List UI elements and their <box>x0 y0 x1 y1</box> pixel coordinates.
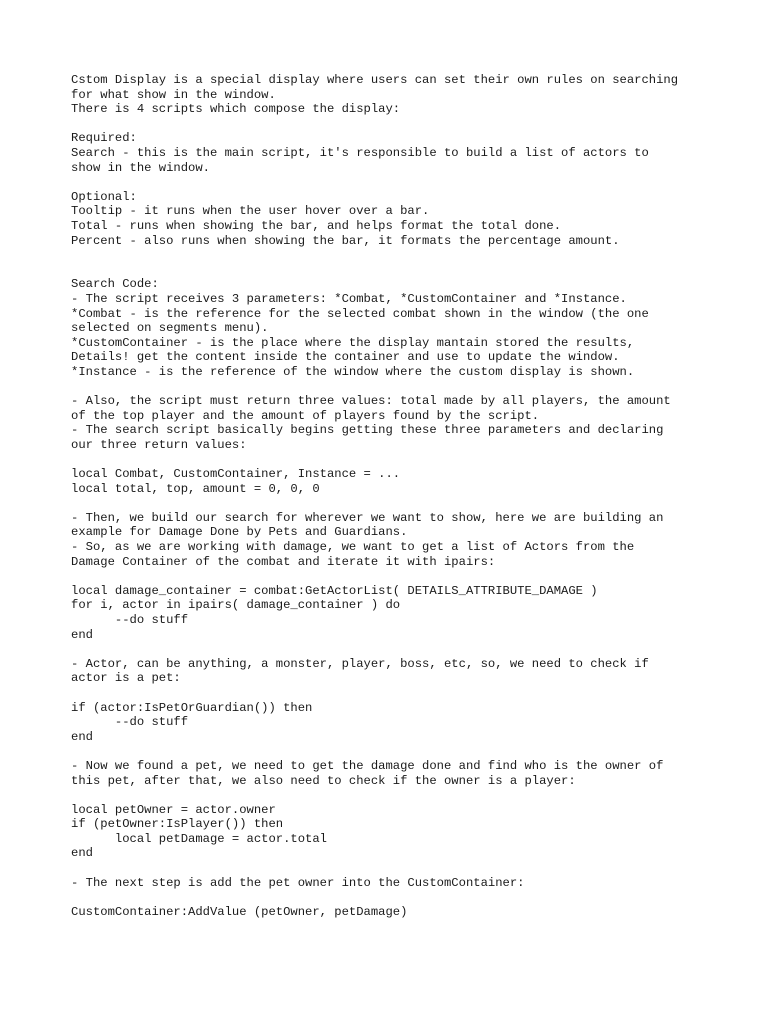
document-body-text: Cstom Display is a special display where users can set their own rules on searching for what show in the window. There is 4 scripts which compose the display: Required: Search - this is the main script, it's responsible to build a list of actors to show in the window. Optional: Tooltip - it runs when the user hover over a bar. Total - runs when showing the bar, and helps format the total done. Percent - also runs when showing the bar, it formats the percentage amount. Search Code: - The script receives 3 parameters: *Combat, *CustomContainer and *Instance. *Combat - is the reference for the selected combat shown in the window (the one selected on segments menu). *CustomContainer - is the place where the display mantain stored the results, Details! get the content inside the container and use to update the window. *Instance - is the reference of the window where the custom display is shown. - Also, the script must return three values: total made by all players, the amount of the top player and the amount of players found by the script. - The search script basically begins getting these three parameters and declaring our three return values: local Combat, CustomContainer, Instance = ... local total, top, amount = 0, 0, 0 - Then, we build our search for wherever we want to show, here we are building an example for Damage Done by Pets and Guardians. - So, as we are working with damage, we want to get a list of Actors from the Damage Container of the combat and iterate it with ipairs: local damage_container = combat:GetActorList( DETAILS_ATTRIBUTE_DAMAGE ) for i, actor in ipairs( damage_container ) do --do stuff end - Actor, can be anything, a monster, player, boss, etc, so, we need to check if actor is a pet: if (actor:IsPetOrGuardian()) then --do stuff end - Now we found a pet, we need to get the damage done and find who is the owner of this pet, after that, we also need to check if the owner is a player: local petOwner = actor.owner if (petOwner:IsPlayer()) then local petDamage = actor.total end - The next step is add the pet owner into the CustomContainer: CustomContainer:AddValue (petOwner, petDamage) <box>71 73 679 919</box>
